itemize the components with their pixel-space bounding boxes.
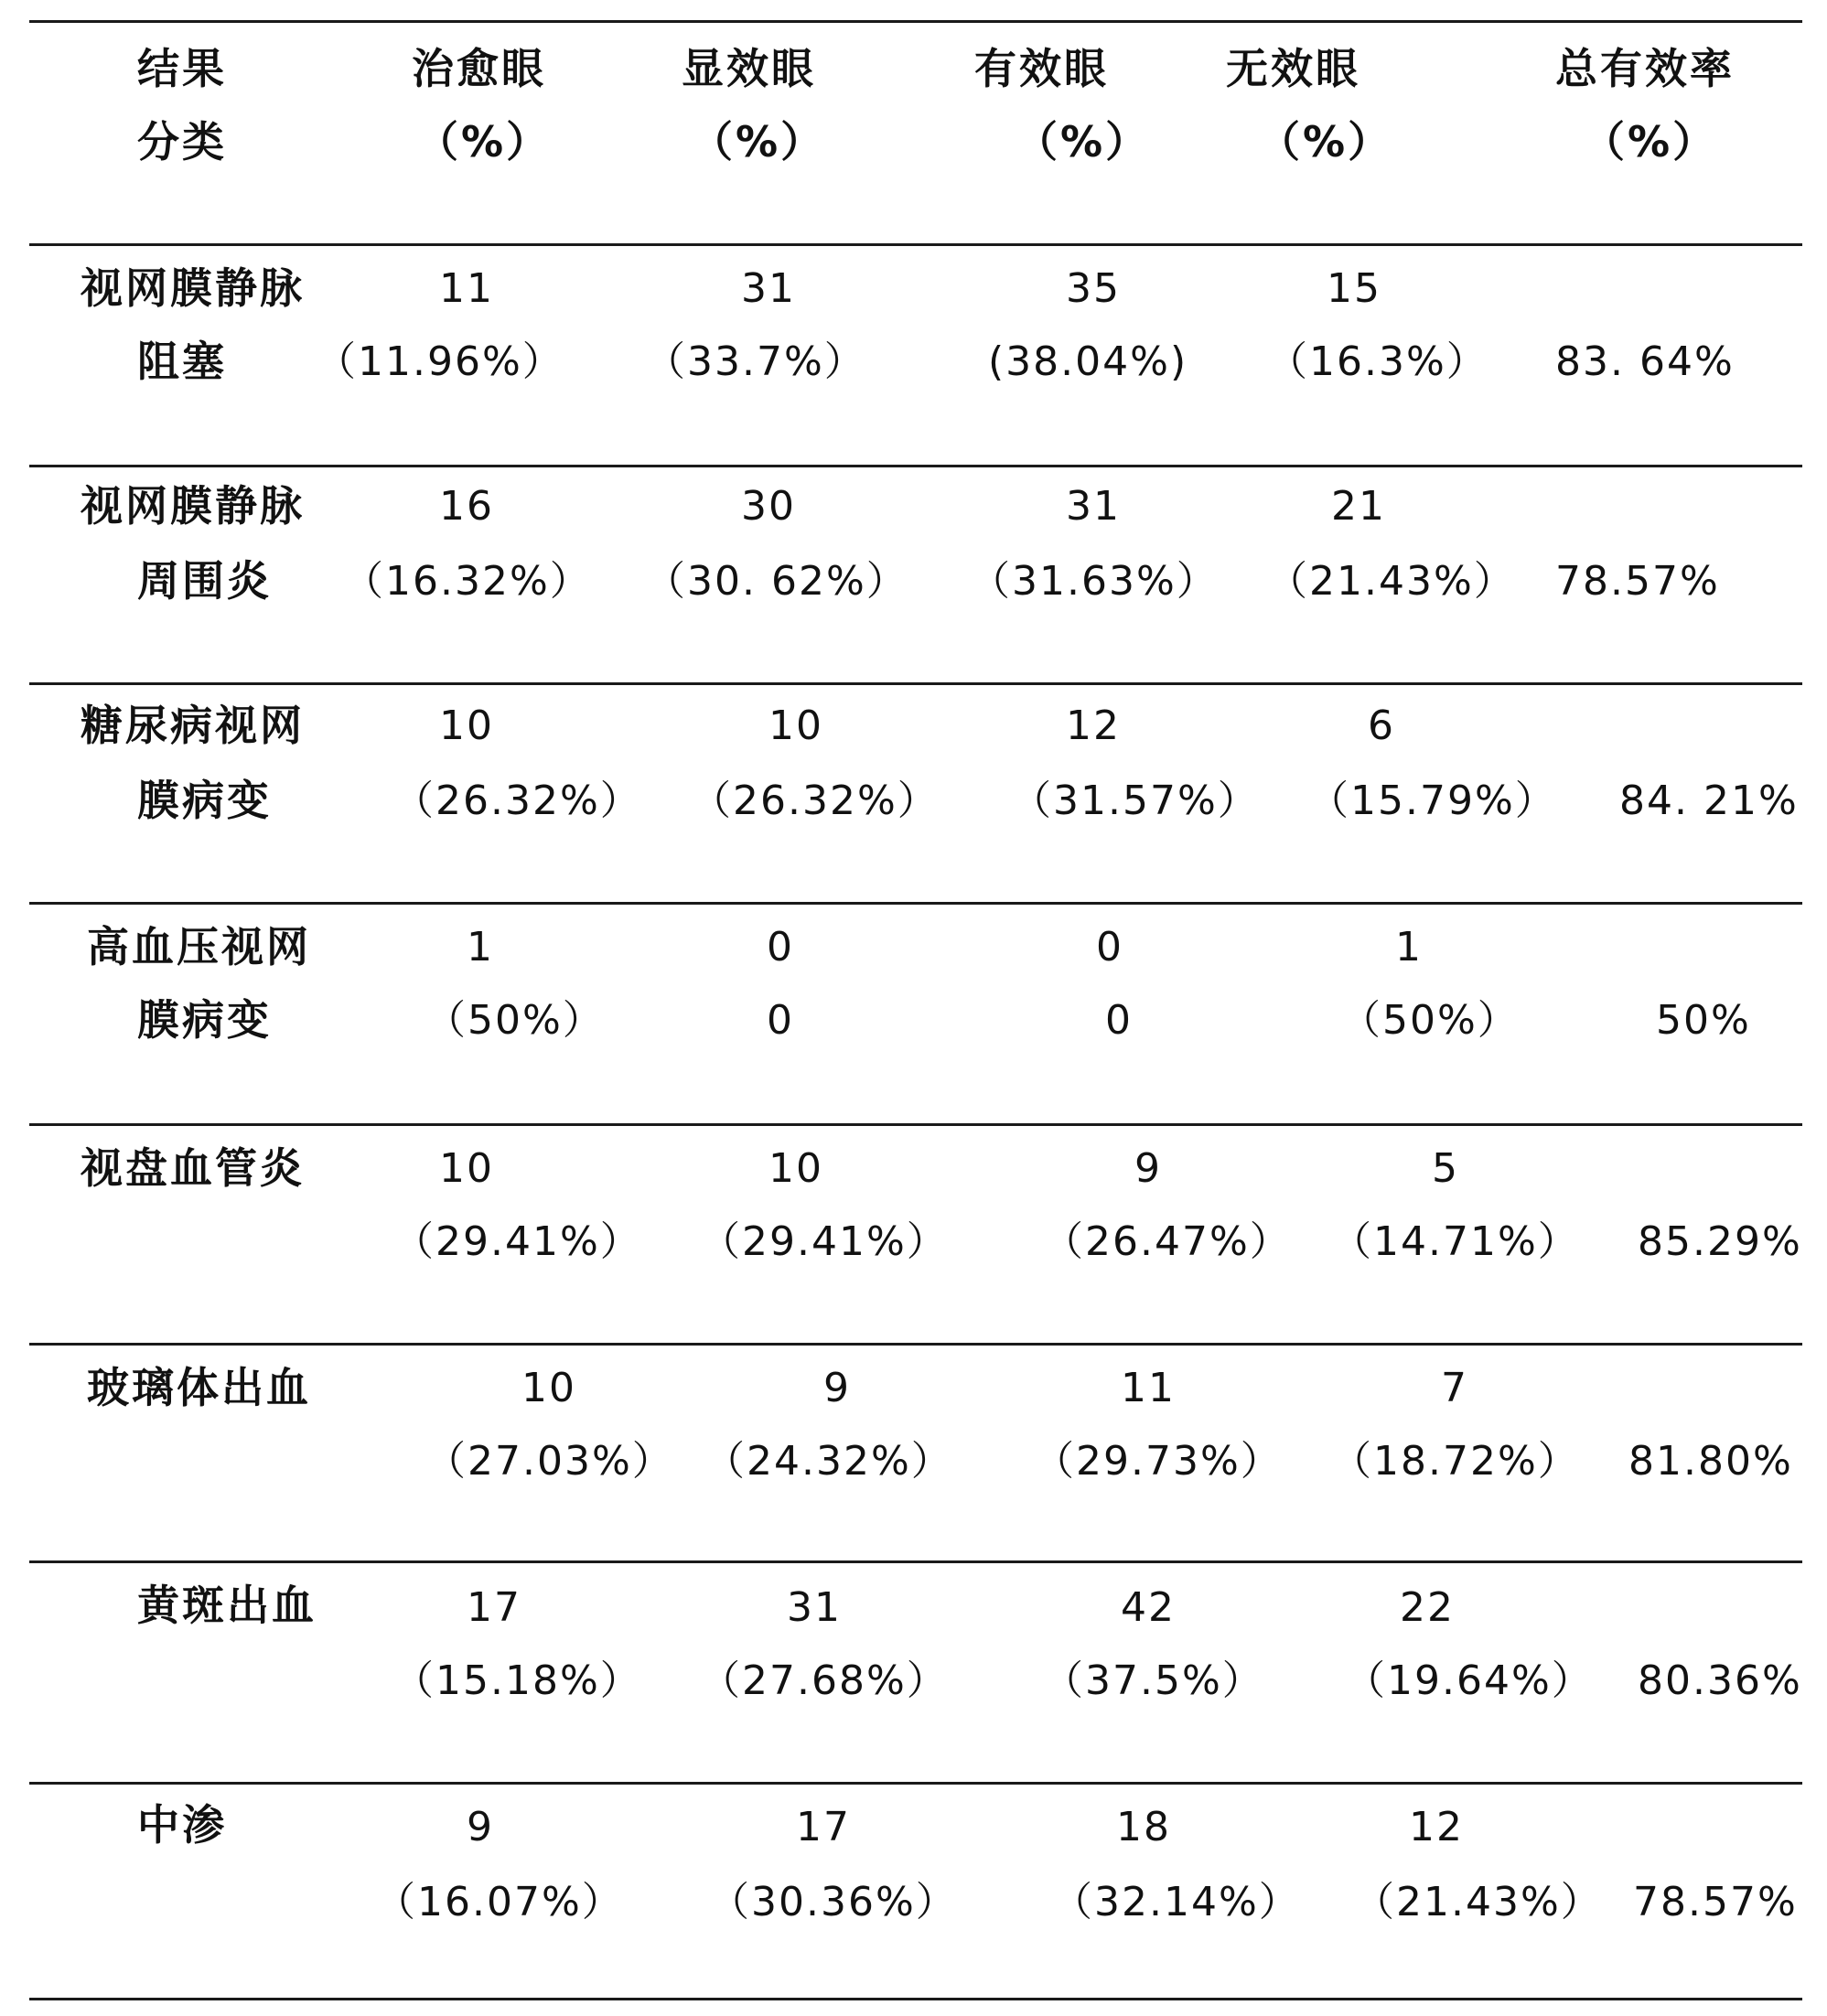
marked-pct: （33.7%） bbox=[645, 338, 866, 385]
effective-count: 18 bbox=[1116, 1804, 1171, 1850]
marked-pct: （30. 62%） bbox=[645, 558, 908, 605]
header-cured-line1: 治愈眼 bbox=[412, 44, 546, 93]
effective-pct: （26.47%） bbox=[1043, 1218, 1292, 1265]
total-rate: 83. 64% bbox=[1555, 338, 1735, 385]
ineffective-count: 15 bbox=[1327, 265, 1381, 312]
marked-count: 0 bbox=[767, 924, 794, 970]
cured-count: 10 bbox=[439, 1145, 494, 1192]
cured-pct: （16.07%） bbox=[375, 1879, 624, 1925]
marked-count: 31 bbox=[741, 265, 796, 312]
ineffective-pct: （15.79%） bbox=[1308, 777, 1557, 824]
effective-count: 12 bbox=[1066, 702, 1121, 749]
cured-count: 1 bbox=[467, 924, 494, 970]
marked-pct: （26.32%） bbox=[691, 777, 940, 824]
total-rate: 78.57% bbox=[1633, 1879, 1798, 1925]
table-top-rule bbox=[29, 20, 1802, 23]
header-total-line2: （%） bbox=[1583, 117, 1718, 166]
ineffective-count: 21 bbox=[1331, 483, 1386, 530]
ineffective-count: 12 bbox=[1409, 1804, 1464, 1850]
row-divider bbox=[29, 1343, 1802, 1346]
cured-pct: （16.32%） bbox=[343, 558, 592, 605]
marked-pct: （29.41%） bbox=[700, 1218, 949, 1265]
row-category-line1: 玻璃体出血 bbox=[87, 1363, 311, 1412]
ineffective-pct: （21.43%） bbox=[1267, 558, 1516, 605]
cured-pct: （50%） bbox=[425, 997, 605, 1044]
marked-count: 10 bbox=[768, 702, 823, 749]
effective-count: 11 bbox=[1121, 1365, 1176, 1411]
ineffective-pct: （21.43%） bbox=[1354, 1879, 1603, 1925]
row-category-line2: 膜病变 bbox=[137, 995, 272, 1045]
cured-pct: （11.96%） bbox=[316, 338, 564, 385]
marked-count: 9 bbox=[823, 1365, 851, 1411]
marked-count: 30 bbox=[741, 483, 796, 530]
header-bottom-rule bbox=[29, 243, 1802, 246]
row-divider bbox=[29, 682, 1802, 685]
row-divider bbox=[29, 1782, 1802, 1785]
header-effective-line2: （%） bbox=[1016, 117, 1151, 166]
ineffective-pct: （50%） bbox=[1340, 997, 1520, 1044]
cured-count: 11 bbox=[439, 265, 494, 312]
cured-pct: （27.03%） bbox=[425, 1438, 674, 1485]
cured-count: 10 bbox=[439, 702, 494, 749]
row-category-line1: 高血压视网 bbox=[87, 922, 311, 971]
marked-pct: （27.68%） bbox=[700, 1657, 949, 1704]
marked-pct: （30.36%） bbox=[709, 1879, 958, 1925]
cured-count: 9 bbox=[467, 1804, 494, 1850]
total-rate: 80.36% bbox=[1638, 1657, 1802, 1704]
total-rate: 78.57% bbox=[1555, 558, 1720, 605]
effective-pct: （31.63%） bbox=[970, 558, 1219, 605]
ineffective-count: 6 bbox=[1368, 702, 1395, 749]
total-rate: 50% bbox=[1656, 997, 1751, 1044]
header-total-line1: 总有效率 bbox=[1555, 44, 1735, 93]
ineffective-count: 7 bbox=[1441, 1365, 1468, 1411]
marked-count: 17 bbox=[796, 1804, 851, 1850]
cured-pct: （29.41%） bbox=[393, 1218, 642, 1265]
header-marked-line1: 显效眼 bbox=[682, 44, 816, 93]
ineffective-pct: （18.72%） bbox=[1331, 1438, 1580, 1485]
ineffective-count: 1 bbox=[1395, 924, 1423, 970]
marked-count: 31 bbox=[787, 1584, 842, 1631]
header-category-line1: 结果 bbox=[137, 44, 227, 93]
effective-count: 35 bbox=[1066, 265, 1121, 312]
header-effective-line1: 有效眼 bbox=[974, 44, 1109, 93]
total-rate: 85.29% bbox=[1638, 1218, 1802, 1265]
header-ineffective-line1: 无效眼 bbox=[1226, 44, 1360, 93]
row-category-line2: 周围炎 bbox=[137, 556, 272, 606]
marked-pct: 0 bbox=[767, 997, 794, 1044]
row-divider bbox=[29, 465, 1802, 467]
effective-pct: （29.73%） bbox=[1034, 1438, 1283, 1485]
row-divider bbox=[29, 902, 1802, 905]
total-rate: 81.80% bbox=[1628, 1438, 1793, 1485]
marked-pct: （24.32%） bbox=[704, 1438, 953, 1485]
effective-pct: 0 bbox=[1105, 997, 1133, 1044]
cured-count: 16 bbox=[439, 483, 494, 530]
ineffective-pct: （16.3%） bbox=[1267, 338, 1488, 385]
effective-count: 31 bbox=[1066, 483, 1121, 530]
ineffective-count: 22 bbox=[1400, 1584, 1455, 1631]
effective-pct: （32.14%） bbox=[1052, 1879, 1301, 1925]
row-category-line2: 阻塞 bbox=[137, 337, 227, 386]
row-divider bbox=[29, 1123, 1802, 1126]
header-cured-line2: （%） bbox=[416, 117, 552, 166]
ineffective-pct: （14.71%） bbox=[1331, 1218, 1580, 1265]
header-ineffective-line2: （%） bbox=[1258, 117, 1393, 166]
cured-count: 10 bbox=[521, 1365, 576, 1411]
row-category-line1: 视网膜静脉 bbox=[81, 263, 305, 313]
row-category-line1: 糖尿病视网 bbox=[81, 701, 305, 750]
row-category-line1: 黄斑出血 bbox=[137, 1581, 317, 1630]
marked-count: 10 bbox=[768, 1145, 823, 1192]
cured-pct: （15.18%） bbox=[393, 1657, 642, 1704]
effective-pct: (38.04%) bbox=[988, 338, 1188, 385]
ineffective-count: 5 bbox=[1432, 1145, 1459, 1192]
row-divider bbox=[29, 1560, 1802, 1563]
ineffective-pct: （19.64%） bbox=[1345, 1657, 1594, 1704]
header-category-line2: 分类 bbox=[137, 117, 227, 166]
cured-pct: （26.32%） bbox=[393, 777, 642, 824]
effective-count: 9 bbox=[1134, 1145, 1162, 1192]
row-category-line1: 视盘血管炎 bbox=[81, 1143, 305, 1193]
row-category-line1: 中渗 bbox=[137, 1800, 227, 1850]
row-category-line2: 膜病变 bbox=[137, 776, 272, 825]
total-rate: 84. 21% bbox=[1619, 777, 1799, 824]
effective-pct: （31.57%） bbox=[1011, 777, 1260, 824]
effective-count: 0 bbox=[1096, 924, 1123, 970]
cured-count: 17 bbox=[467, 1584, 521, 1631]
effective-count: 42 bbox=[1121, 1584, 1176, 1631]
header-marked-line2: （%） bbox=[691, 117, 826, 166]
effective-pct: （37.5%） bbox=[1043, 1657, 1264, 1704]
table-bottom-rule bbox=[29, 1998, 1802, 2000]
row-category-line1: 视网膜静脉 bbox=[81, 481, 305, 531]
